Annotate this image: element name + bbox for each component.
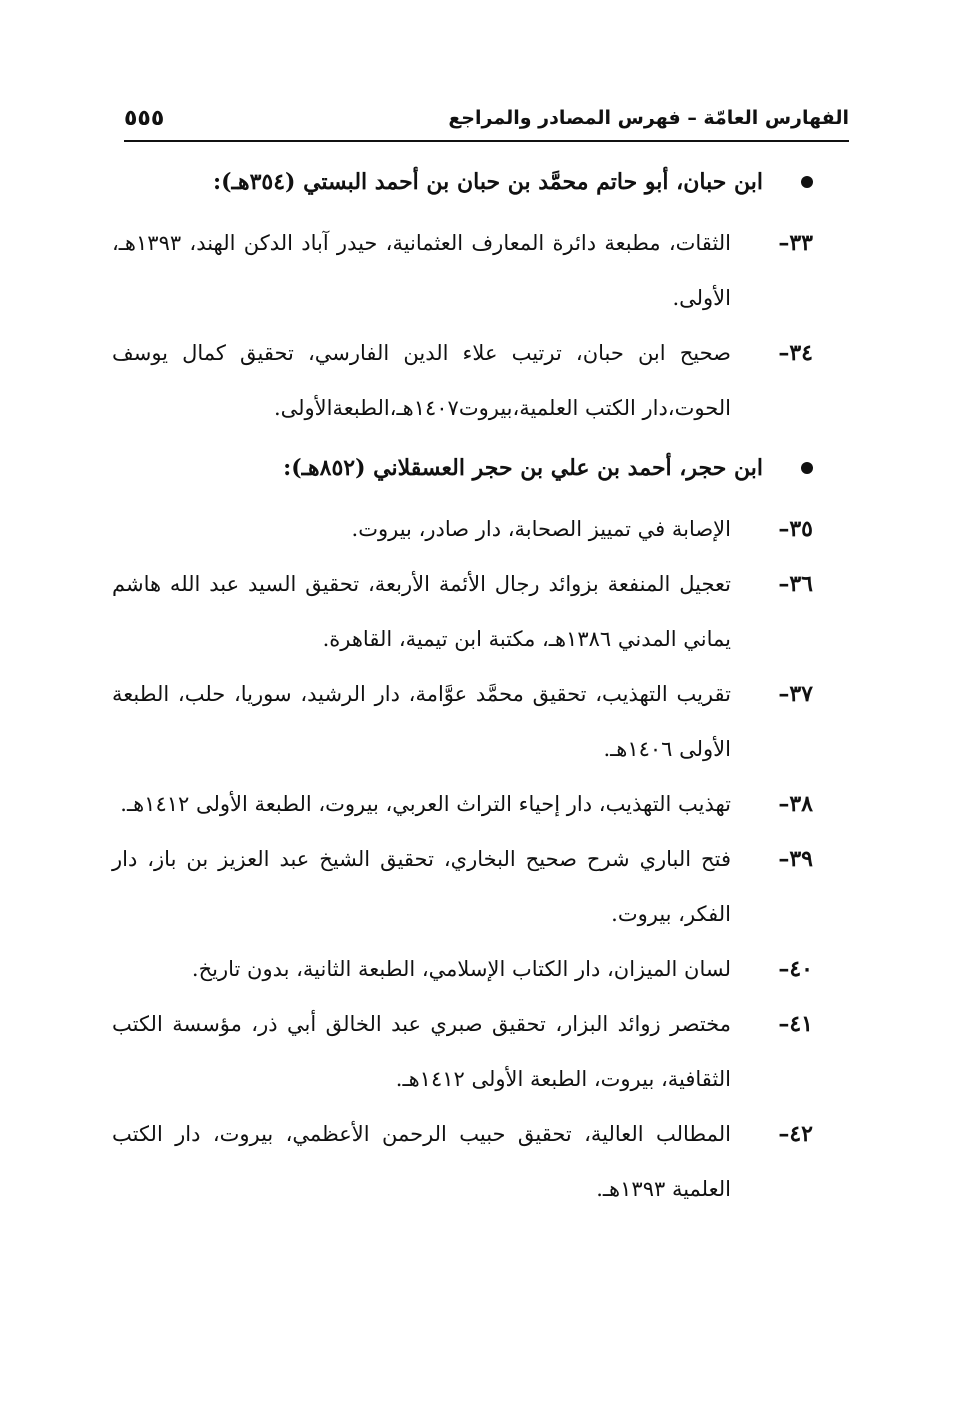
entry-text: المطالب العالية، تحقيق حبيب الرحمن الأعظمي، بيروت، دار الكتب العلمية ١٣٩٣هـ. [112,1122,731,1201]
entry-text: لسان الميزان، دار الكتاب الإسلامي، الطبعة الثانية، بدون تاريخ. [191,957,731,981]
reference-entry [112,502,813,557]
entry-text: صحيح ابن حبان، ترتيب علاء الدين الفارسي، تحقيق كمال يوسف الحوت،دار الكتب العلمية،بيروت١٤٠٧هـ،الطبعةالأولى. [112,341,731,420]
page-title: الفهارس العامّة – فهرس المصادر والمراجع [448,107,849,129]
entry-text: تهذيب التهذيب، دار إحياء التراث العربي، بيروت، الطبعة الأولى ١٤١٢هـ. [120,792,731,816]
author-heading [112,164,813,200]
reference-entry [112,216,813,326]
bullet-icon [801,462,813,474]
entry-number: ٣٨– [778,791,813,817]
entry-text: تقريب التهذيب، تحقيق محمَّد عوَّامة، دار الرشيد، سوريا، حلب، الطبعة الأولى ١٤٠٦هـ. [112,682,731,761]
entry-text: مختصر زوائد البزار، تحقيق صبري عبد الخالق أبي ذر، مؤسسة الكتب الثقافية، بيروت، الطبعة الأولى ١٤١٢هـ. [112,1012,731,1091]
entry-number: ٣٧– [778,681,813,707]
reference-entry [112,557,813,667]
entry-number: ٣٣– [778,230,813,256]
entry-number: ٤١– [778,1011,813,1037]
entry-number: ٤٢– [778,1121,813,1147]
page-number: ٥٥٥ [124,105,165,131]
reference-entry [112,942,813,997]
reference-entry [112,997,813,1107]
author-name: ابن حجر، أحمد بن علي بن حجر العسقلاني (٨٥٢هـ): [283,455,763,481]
page-header [124,96,849,142]
author-name: ابن حبان، أبو حاتم محمَّد بن حبان بن أحمد البستي (٣٥٤هـ): [212,169,763,195]
author-heading [112,450,813,486]
reference-entry [112,1107,813,1217]
entry-text: تعجيل المنفعة بزوائد رجال الأئمة الأربعة، تحقيق السيد عبد الله هاشم يماني المدني ١٣٨٦هـ، مكتبة ابن تيمية، القاهرة. [112,572,731,651]
entry-number: ٣٦– [778,571,813,597]
entry-number: ٣٥– [778,516,813,542]
reference-entry [112,832,813,942]
bullet-icon [801,176,813,188]
entry-text: الثقات، مطبعة دائرة المعارف العثمانية، حيدر آباد الدكن الهند، ١٣٩٣هـ، الأولى. [112,231,731,310]
reference-entry [112,326,813,436]
bibliography-content [112,150,813,1217]
entry-text: الإصابة في تمييز الصحابة، دار صادر، بيروت. [351,517,731,541]
entry-text: فتح الباري شرح صحيح البخاري، تحقيق الشيخ عبد العزيز بن باز، دار الفكر، بيروت. [112,847,731,926]
entry-number: ٣٤– [778,340,813,366]
reference-entry [112,667,813,777]
entry-number: ٣٩– [778,846,813,872]
reference-entry [112,777,813,832]
entry-number: ٤٠– [778,956,813,982]
